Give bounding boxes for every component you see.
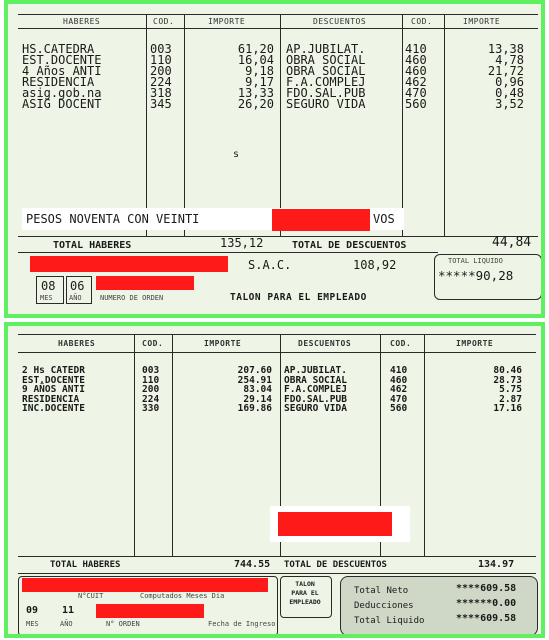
total-descuentos-label: TOTAL DE DESCUENTOS <box>292 240 407 251</box>
header-bottom-line <box>18 28 538 29</box>
pesos-suffix: VOS <box>373 212 395 226</box>
totals-bottom-line <box>18 573 536 574</box>
col-divider <box>172 334 173 556</box>
stray-mark: s <box>233 149 240 160</box>
payslip-top <box>4 0 545 318</box>
anio-value: 11 <box>62 605 75 616</box>
col-divider <box>444 14 445 236</box>
header-top-line <box>18 334 536 335</box>
mes-label: MES <box>26 620 39 628</box>
liquido-value: ****609.58 <box>456 613 517 624</box>
pesos-text: PESOS NOVENTA CON VEINTI <box>26 212 200 226</box>
total-liquido-label: TOTAL LIQUIDO <box>448 257 503 265</box>
header-cod-2: COD. <box>411 17 433 26</box>
haberes-codigos: 003 110 200 224 330 <box>142 365 160 414</box>
haberes-conceptos: 2 Hs CATEDR EST.DOCENTE 9 AÑOS ANTI RESIDENCIA INC.DOCENTE <box>22 365 85 414</box>
total-descuentos-label: TOTAL DE DESCUENTOS <box>284 560 387 570</box>
sac-label: S.A.C. <box>248 258 292 272</box>
anio-label: AÑO <box>60 620 73 628</box>
redaction <box>22 578 268 592</box>
haberes-codigos: 003 110 200 224 318 345 <box>150 42 172 111</box>
header-cod: COD. <box>142 339 164 348</box>
totals-top-line <box>18 236 538 237</box>
sac-value: 108,92 <box>353 258 397 272</box>
neto-label: Total Neto <box>354 586 409 596</box>
deducciones-label: Deducciones <box>354 601 414 611</box>
anio-label: AÑO <box>69 294 82 302</box>
orden-label: N° ORDEN <box>106 620 140 628</box>
mes-value: 08 <box>41 279 56 293</box>
total-descuentos-value: 44,84 <box>492 235 532 250</box>
cuit-label: N°CUIT <box>78 592 104 600</box>
liquido-label: Total Liquido <box>354 616 425 626</box>
header-bottom-line <box>18 352 536 353</box>
header-descuentos: DESCUENTOS <box>313 17 367 26</box>
descuentos-codigos: 410 460 462 470 560 <box>390 365 408 414</box>
mes-value: 09 <box>26 605 39 616</box>
redaction <box>96 604 204 618</box>
payslip-bottom <box>4 322 545 638</box>
col-divider <box>280 14 281 236</box>
computados-label: Computados Meses Dia <box>140 592 225 600</box>
header-descuentos: DESCUENTOS <box>298 339 352 348</box>
total-haberes-label: TOTAL HABERES <box>53 240 132 251</box>
header-haberes: HABERES <box>58 339 96 348</box>
total-haberes-value: 135,12 <box>220 236 264 250</box>
redaction <box>272 209 370 231</box>
orden-label: NUMERO DE ORDEN <box>100 294 164 302</box>
col-divider <box>146 14 147 236</box>
descuentos-codigos: 410 460 460 462 470 560 <box>405 42 427 111</box>
anio-value: 06 <box>70 279 85 293</box>
redaction <box>96 276 194 290</box>
header-cod-2: COD. <box>390 339 412 348</box>
totals-top-line <box>18 556 536 557</box>
redaction <box>30 256 228 272</box>
total-liquido-value: *****90,28 <box>438 268 514 283</box>
header-top-line <box>18 14 538 15</box>
header-importe: IMPORTE <box>204 339 242 348</box>
haberes-importes: 207.60 254.91 83.04 29.14 169.86 <box>237 365 272 414</box>
header-cod: COD. <box>153 17 175 26</box>
descuentos-conceptos: AP.JUBILAT. OBRA SOCIAL F.A.COMPLEJ FDO.SAL.PUB SEGURO VIDA <box>284 365 347 414</box>
col-divider <box>134 334 135 556</box>
total-descuentos-value: 134.97 <box>478 559 515 570</box>
haberes-importes: 61,20 16,04 9,18 9,17 13,33 26,20 <box>237 42 274 111</box>
neto-value: ****609.58 <box>456 583 517 594</box>
descuentos-conceptos: AP.JUBILAT. OBRA SOCIAL OBRA SOCIAL F.A.COMPLEJ FDO.SAL.PUB SEGURO VIDA <box>286 42 366 111</box>
total-haberes-value: 744.55 <box>234 559 271 570</box>
header-haberes: HABERES <box>63 17 101 26</box>
talon-label: TALON PARA EL EMPLEADO <box>230 292 367 303</box>
redaction <box>278 512 392 536</box>
header-importe-2: IMPORTE <box>456 339 494 348</box>
mes-label: MES <box>40 294 53 302</box>
totals-bottom-line <box>18 252 438 253</box>
col-divider <box>402 14 403 236</box>
deducciones-value: ******0.00 <box>456 598 517 609</box>
talon-label: TALON PARA EL EMPLEADO <box>289 580 321 606</box>
col-divider <box>184 14 185 236</box>
header-importe: IMPORTE <box>208 17 246 26</box>
col-divider <box>424 334 425 556</box>
descuentos-importes: 13,38 4,78 21,72 0,96 0,48 3,52 <box>487 42 524 111</box>
fecha-label: Fecha de Ingreso <box>208 620 276 628</box>
total-haberes-label: TOTAL HABERES <box>50 560 121 570</box>
haberes-conceptos: HS.CATEDRA EST.DOCENTE 4 Años ANTI RESIDENCIA asig.gob.na ASIG DOCENT <box>22 42 102 111</box>
descuentos-importes: 80.46 28.73 5.75 2.87 17.16 <box>493 365 522 414</box>
header-importe-2: IMPORTE <box>463 17 501 26</box>
